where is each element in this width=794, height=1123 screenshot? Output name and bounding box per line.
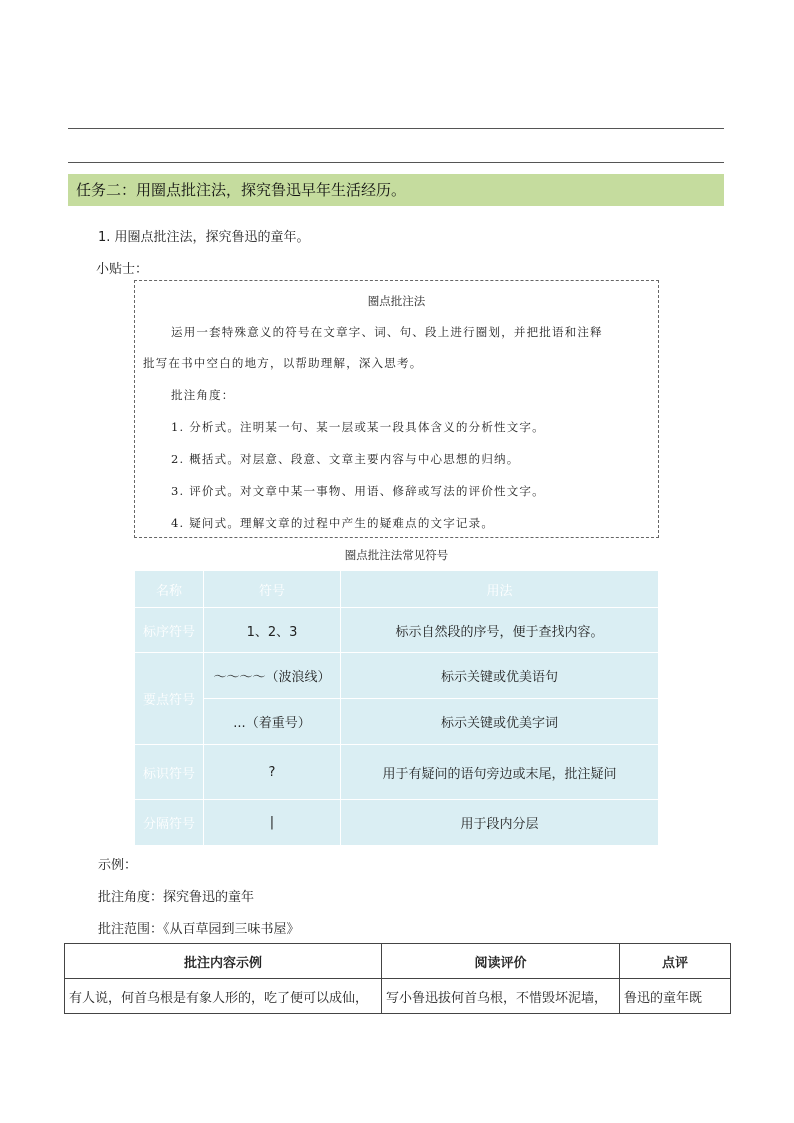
tip-box-paragraph-line-1: 运用一套特殊意义的符号在文章字、词、句、段上进行圈划，并把批语和注释 bbox=[171, 325, 603, 339]
symbol-name: 标识符号 bbox=[135, 745, 204, 800]
tip-box-paragraph-line-2: 批写在书中空白的地方，以帮助理解，深入思考。 bbox=[143, 356, 423, 370]
example-cell-comment: 鲁迅的童年既 bbox=[620, 979, 731, 1014]
tip-box-angle-label: 批注角度： bbox=[171, 388, 235, 402]
symbol-glyph: | bbox=[204, 800, 341, 846]
table-row bbox=[135, 800, 659, 846]
tip-label: 小贴士： bbox=[96, 262, 149, 277]
example-label: 示例： bbox=[98, 858, 138, 873]
example-cell-evaluation: 写小鲁迅拔何首乌根，不惜毁坏泥墙， bbox=[382, 979, 620, 1014]
table-row bbox=[65, 979, 731, 1014]
header-symbol: 符号 bbox=[204, 571, 341, 608]
symbol-usage: 用于有疑问的语句旁边或末尾，批注疑问 bbox=[341, 745, 659, 800]
symbol-usage: 标示关键或优美语句 bbox=[341, 653, 659, 699]
task-title: 任务二：用圈点批注法，探究鲁迅早年生活经历。 bbox=[76, 181, 407, 199]
symbol-glyph: ～～～～（波浪线） bbox=[204, 653, 341, 699]
tip-box-item: 2. 概括式。对层意、段意、文章主要内容与中心思想的归纳。 bbox=[171, 452, 520, 466]
tip-box-item: 3. 评价式。对文章中某一事物、用语、修辞或写法的评价性文字。 bbox=[171, 484, 545, 498]
item-1-text: 1. 用圈点批注法，探究鲁迅的童年。 bbox=[98, 230, 310, 245]
symbol-glyph: ? bbox=[204, 745, 341, 800]
header-rule-top bbox=[68, 128, 724, 129]
example-header-evaluation: 阅读评价 bbox=[382, 944, 620, 979]
example-table bbox=[64, 943, 731, 1014]
header-usage: 用法 bbox=[341, 571, 659, 608]
example-cell-content: 有人说，何首乌根是有象人形的，吃了便可以成仙， bbox=[65, 979, 382, 1014]
example-header-comment: 点评 bbox=[620, 944, 731, 979]
symbol-usage: 标示关键或优美字词 bbox=[341, 699, 659, 745]
table-row bbox=[135, 608, 659, 653]
table-row bbox=[135, 745, 659, 800]
symbol-table-header-row bbox=[135, 571, 659, 608]
example-scope: 批注范围：《从百草园到三味书屋》 bbox=[98, 922, 300, 937]
symbol-glyph: ...（着重号） bbox=[204, 699, 341, 745]
symbol-glyph: 1、2、3 bbox=[204, 608, 341, 653]
example-table-header-row bbox=[65, 944, 731, 979]
symbol-name: 分隔符号 bbox=[135, 800, 204, 846]
tip-box-item: 1. 分析式。注明某一句、某一层或某一段具体含义的分析性文字。 bbox=[171, 420, 545, 434]
symbol-usage: 用于段内分层 bbox=[341, 800, 659, 846]
table-row bbox=[135, 699, 659, 745]
task-title-bar bbox=[68, 174, 724, 206]
header-rule-bottom bbox=[68, 162, 724, 163]
symbol-name: 要点符号 bbox=[135, 653, 204, 745]
symbol-table-caption: 圈点批注法常见符号 bbox=[344, 548, 449, 562]
table-row bbox=[135, 653, 659, 699]
tip-box-title: 圈点批注法 bbox=[367, 294, 426, 308]
symbol-name: 标序符号 bbox=[135, 608, 204, 653]
header-name: 名称 bbox=[135, 571, 204, 608]
tip-box-item: 4. 疑问式。理解文章的过程中产生的疑难点的文字记录。 bbox=[171, 516, 495, 530]
symbol-table bbox=[134, 570, 659, 846]
example-angle: 批注角度：探究鲁迅的童年 bbox=[98, 890, 255, 905]
symbol-usage: 标示自然段的序号，便于查找内容。 bbox=[341, 608, 659, 653]
example-header-content: 批注内容示例 bbox=[65, 944, 382, 979]
tip-box bbox=[134, 280, 659, 538]
